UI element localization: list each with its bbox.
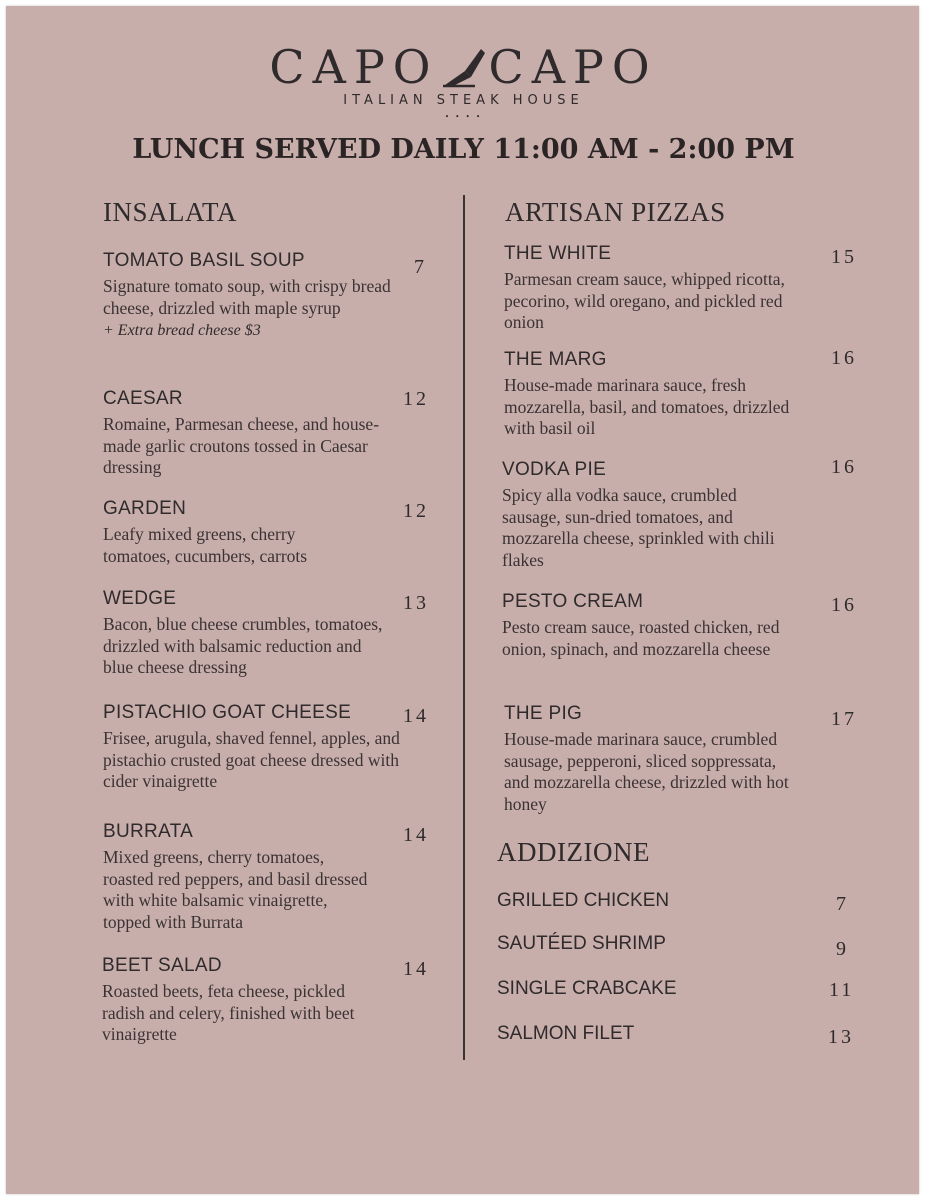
- item-name: WEDGE: [103, 588, 177, 609]
- item-price: 12: [403, 500, 429, 522]
- column-divider: [463, 195, 465, 1060]
- item-name: BURRATA: [103, 821, 194, 842]
- item-price: 14: [403, 824, 429, 846]
- item-name: TOMATO BASIL SOUP: [103, 250, 305, 271]
- item-desc: House-made marinara sauce, fresh mozzarella, basil, and tomatoes, drizzled with basil oil: [504, 375, 790, 438]
- item-price: 16: [831, 456, 857, 478]
- item-price: 7: [414, 256, 427, 278]
- dots-divider: • • • •: [444, 113, 483, 121]
- item-name: THE WHITE: [504, 243, 612, 264]
- item-desc: Signature tomato soup, with crispy bread cheese, drizzled with maple syrup: [103, 276, 391, 318]
- logo: [0, 40, 927, 94]
- item-desc: Parmesan cream sauce, whipped ricotta, pecorino, wild oregano, and pickled red onion: [504, 269, 785, 332]
- item-desc: Spicy alla vodka sauce, crumbled sausage, sun-dried tomatoes, and mozzarella cheese, sprinkled with chili flakes: [502, 485, 775, 570]
- item-name: PISTACHIO GOAT CHEESE: [103, 702, 352, 723]
- item-desc: House-made marinara sauce, crumbled sausage, pepperoni, sliced soppressata, and mozzarella cheese, drizzled with hot honey: [504, 729, 789, 814]
- item-desc: Pesto cream sauce, roasted chicken, red onion, spinach, and mozzarella cheese: [502, 617, 780, 659]
- item-name: THE PIG: [504, 703, 583, 724]
- menu-item: [103, 388, 403, 479]
- menu-item: [102, 955, 387, 1046]
- item-price: 12: [403, 388, 429, 410]
- section-title-pizzas: ARTISAN PIZZAS: [505, 197, 726, 227]
- menu-item: [504, 243, 804, 334]
- item-name: CAESAR: [103, 388, 183, 409]
- addition-name: SINGLE CRABCAKE: [497, 978, 677, 999]
- item-name: PESTO CREAM: [502, 591, 644, 612]
- menu-item: [504, 703, 804, 815]
- item-price: 15: [831, 246, 857, 268]
- knife-icon: [441, 45, 487, 89]
- addition-name: GRILLED CHICKEN: [497, 890, 670, 911]
- hours-heading: LUNCH SERVED DAILY 11:00 AM - 2:00 PM: [132, 134, 795, 165]
- item-extra: + Extra bread cheese $3: [103, 322, 261, 339]
- menu-item: [103, 498, 353, 567]
- menu-item: [103, 588, 393, 679]
- addition-name: SAUTÉED SHRIMP: [497, 933, 666, 954]
- logo-left: CAPO: [269, 40, 439, 94]
- menu-item: [103, 702, 403, 793]
- item-price: 16: [831, 347, 857, 369]
- section-title-addizione: ADDIZIONE: [497, 837, 650, 867]
- item-desc: Leafy mixed greens, cherry tomatoes, cucumbers, carrots: [103, 524, 308, 566]
- item-price: 13: [403, 592, 429, 614]
- menu-item: [504, 349, 804, 440]
- item-desc: Roasted beets, feta cheese, pickled radish and celery, finished with beet vinaigrette: [102, 981, 355, 1044]
- menu-item: [103, 821, 368, 933]
- item-desc: Romaine, Parmesan cheese, and house-made garlic croutons tossed in Caesar dressing: [103, 414, 380, 477]
- item-name: VODKA PIE: [502, 459, 607, 480]
- addition-price: 9: [836, 938, 849, 960]
- item-price: 14: [403, 958, 429, 980]
- menu-item: [502, 459, 792, 571]
- item-desc: Mixed greens, cherry tomatoes, roasted red peppers, and basil dressed with white balsamic vinaigrette, topped with Burrata: [103, 847, 368, 932]
- item-price: 17: [831, 708, 857, 730]
- item-name: GARDEN: [103, 498, 187, 519]
- menu-item: [502, 591, 802, 660]
- logo-right: CAPO: [488, 40, 658, 94]
- item-name: BEET SALAD: [102, 955, 222, 976]
- item-price: 14: [403, 705, 429, 727]
- subtitle: ITALIAN STEAK HOUSE: [343, 93, 584, 108]
- item-price: 16: [831, 594, 857, 616]
- menu-item: [103, 250, 403, 340]
- addition-price: 7: [836, 893, 849, 915]
- item-name: THE MARG: [504, 349, 607, 370]
- addition-name: SALMON FILET: [497, 1023, 635, 1044]
- addition-price: 13: [828, 1026, 854, 1048]
- item-desc: Bacon, blue cheese crumbles, tomatoes, drizzled with balsamic reduction and blue cheese dressing: [103, 614, 383, 677]
- item-desc: Frisee, arugula, shaved fennel, apples, and pistachio crusted goat cheese dressed with cider vinaigrette: [103, 728, 400, 791]
- section-title-insalata: INSALATA: [103, 197, 237, 227]
- addition-price: 11: [829, 979, 855, 1001]
